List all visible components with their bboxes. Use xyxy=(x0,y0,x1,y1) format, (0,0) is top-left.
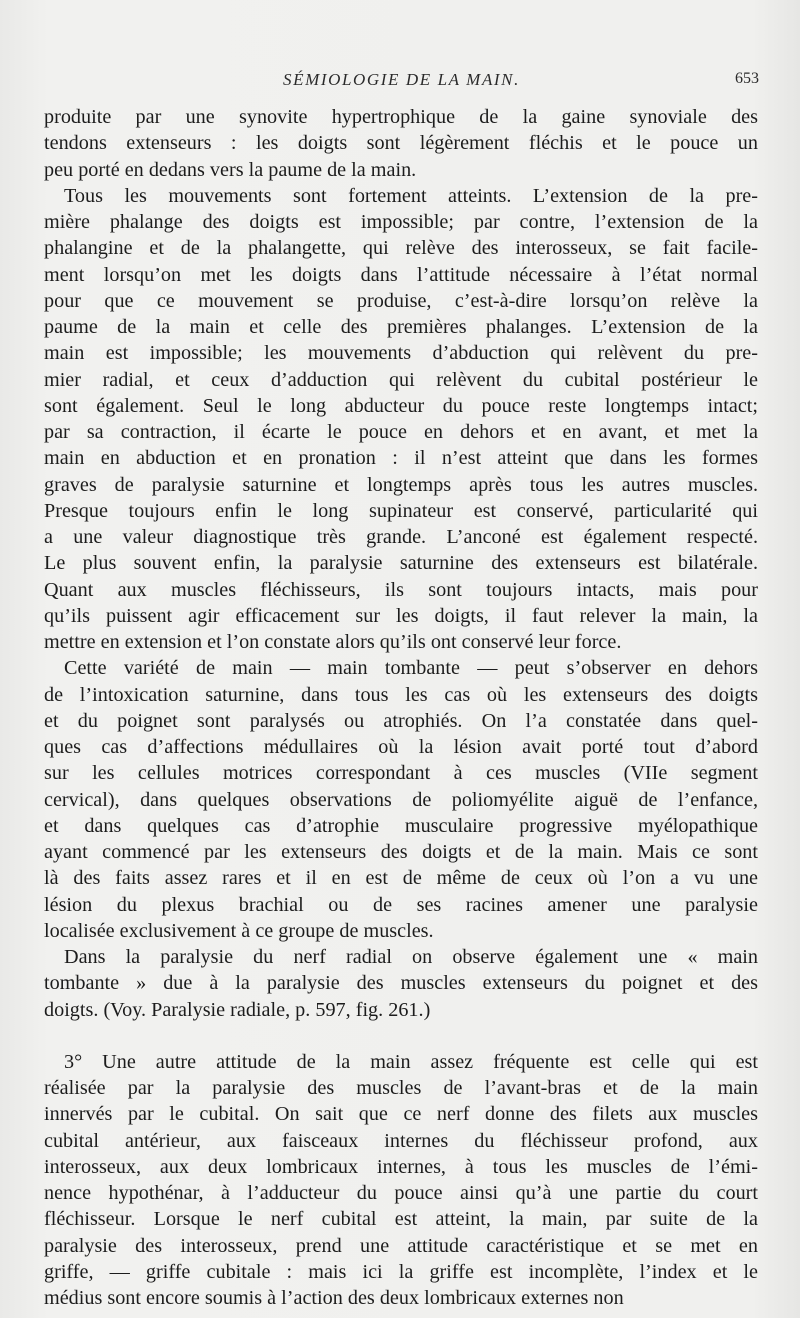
section-gap xyxy=(44,1023,758,1049)
paragraph xyxy=(44,183,758,656)
running-title: SÉMIOLOGIE DE LA MAIN. xyxy=(283,70,520,89)
page-header xyxy=(44,70,759,94)
paragraph xyxy=(44,655,758,944)
text-line: là des faits assez rares et il en est de même de ceux où l’on a vu une xyxy=(44,867,758,890)
body-text xyxy=(44,104,758,1311)
text-line: Quant aux muscles fléchisseurs, ils sont toujours intacts, mais pour xyxy=(44,578,758,601)
text-line: lésion du plexus brachial ou de ses racines amener une paralysie xyxy=(44,893,758,916)
text-line: cervical), dans quelques observations de poliomyélite aiguë de l’enfance, xyxy=(44,788,758,811)
text-line: Dans la paralysie du nerf radial on observe également une « main xyxy=(64,946,758,968)
text-line: mière phalange des doigts est impossible; par contre, l’extension de la xyxy=(44,211,758,233)
text-line: ques cas d’affections médullaires où la lésion avait porté tout d’abord xyxy=(44,736,758,758)
text-line: produite par une synovite hypertrophique de la gaine synoviale des xyxy=(44,106,758,128)
text-line: doigts. (Voy. Paralysie radiale, p. 597, fig. 261.) xyxy=(44,998,431,1021)
text-line: qu’ils puissent agir efficacement sur les doigts, il faut relever la main, la xyxy=(44,604,758,627)
paragraph xyxy=(44,104,758,183)
text-line: griffe, — griffe cubitale : mais ici la griffe est incomplète, l’index et le xyxy=(44,1260,758,1283)
text-line: Tous les mouvements sont fortement atteints. L’extension de la pre- xyxy=(64,184,758,207)
text-line: peu porté en dedans vers la paume de la main. xyxy=(44,158,417,181)
text-line: mettre en extension et l’on constate alors qu’ils ont conservé leur force. xyxy=(44,631,622,653)
text-line: paralysie des interosseux, prend une attitude caractéristique et se met en xyxy=(44,1234,758,1257)
text-line: paume de la main et celle des premières phalanges. L’extension de la xyxy=(44,316,758,338)
text-line: sur les cellules motrices correspondant à ces muscles (VIIe segment xyxy=(44,762,758,785)
text-line: main est impossible; les mouvements d’abduction qui relèvent du pre- xyxy=(44,342,758,365)
text-line: mier radial, et ceux d’adduction qui relèvent du cubital postérieur le xyxy=(44,368,758,391)
text-line: Presque toujours enfin le long supinateur est conservé, particularité qui xyxy=(44,499,758,522)
page-number: 653 xyxy=(735,70,759,87)
text-line: tendons extenseurs : les doigts sont légèrement fléchis et le pouce un xyxy=(44,132,758,155)
text-line: tombante » due à la paralysie des muscles extenseurs du poignet et des xyxy=(44,972,758,995)
text-line: Le plus souvent enfin, la paralysie saturnine des extenseurs est bilatérale. xyxy=(44,552,758,575)
text-line: interosseux, aux deux lombricaux internes, à tous les muscles de l’émi- xyxy=(44,1155,758,1178)
paragraph xyxy=(44,1049,758,1312)
text-line: par sa contraction, il écarte le pouce en dehors et en avant, et met la xyxy=(44,421,758,443)
text-line: et du poignet sont paralysés ou atrophiés. On l’a constatée dans quel- xyxy=(44,709,758,732)
text-line: réalisée par la paralysie des muscles de l’avant-bras et de la main xyxy=(44,1077,758,1099)
text-line: Cette variété de main — main tombante — peut s’observer en dehors xyxy=(64,657,758,680)
paragraph xyxy=(44,944,758,1023)
text-line: et dans quelques cas d’atrophie musculaire progressive myélopathique xyxy=(44,814,758,837)
text-line: 3° Une autre attitude de la main assez fréquente est celle qui est xyxy=(64,1050,758,1073)
text-line: cubital antérieur, aux faisceaux internes du fléchisseur profond, aux xyxy=(44,1129,758,1152)
text-line: main en abduction et en pronation : il n’est atteint que dans les formes xyxy=(44,447,758,470)
text-line: nence hypothénar, à l’adducteur du pouce ainsi qu’à une partie du court xyxy=(44,1182,758,1204)
text-line: graves de paralysie saturnine et longtemps après tous les autres muscles. xyxy=(44,473,758,496)
text-line: localisée exclusivement à ce groupe de muscles. xyxy=(44,919,434,942)
text-line: médius sont encore soumis à l’action des deux lombricaux externes non xyxy=(44,1287,624,1309)
text-line: innervés par le cubital. On sait que ce nerf donne des filets aux muscles xyxy=(44,1103,758,1126)
text-line: pour que ce mouvement se produise, c’est-à-dire lorsqu’on relève la xyxy=(44,289,758,312)
text-line: sont également. Seul le long abducteur du pouce reste longtemps intact; xyxy=(44,394,758,417)
text-line: ment lorsqu’on met les doigts dans l’attitude nécessaire à l’état normal xyxy=(44,263,758,286)
text-line: ayant commencé par les extenseurs des doigts et de la main. Mais ce sont xyxy=(44,841,758,863)
text-line: a une valeur diagnostique très grande. L’anconé est également respecté. xyxy=(44,526,758,548)
text-line: de l’intoxication saturnine, dans tous les cas où les extenseurs des doigts xyxy=(44,683,758,706)
text-line: fléchisseur. Lorsque le nerf cubital est atteint, la main, par suite de la xyxy=(44,1208,758,1231)
text-line: phalangine et de la phalangette, qui relève des interosseux, se fait facile- xyxy=(44,237,758,260)
